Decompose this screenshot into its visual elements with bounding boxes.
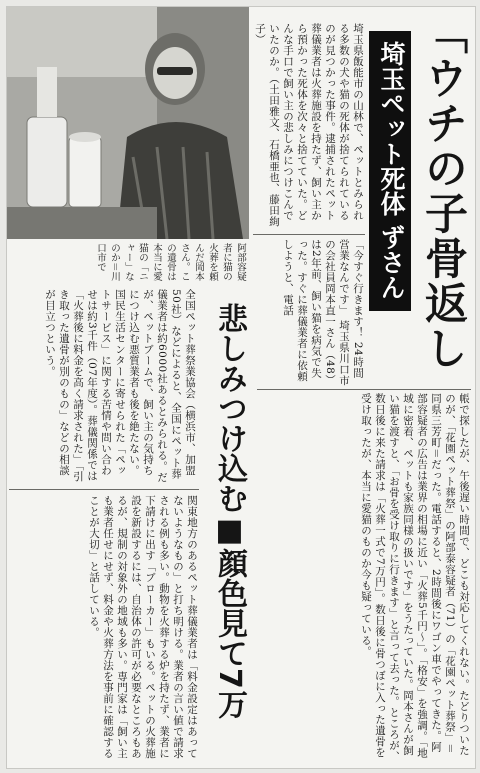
divider (257, 389, 471, 390)
news-photo (7, 7, 249, 239)
photo-caption: 阿部容疑者に猫の火葬を頼んだ岡本さん。この遺骨は本当に愛猫の「ニャー」なのか＝川口市で (95, 243, 246, 282)
main-headline: 「ウチの子骨返し (418, 11, 468, 371)
sub-headline: 埼玉ペット死体 ずさん (369, 31, 411, 311)
second-headline: 悲しみつけ込む■顔色見て7万 (212, 303, 247, 719)
article-column-left-lower: 関東地方のあるペット葬儀業者は「料金設定はあってないようなもの」と打ち明ける。業者の言い値で請求される例も多い。動物を火葬する炉を持たず、業者に下請けに出す「ブローカー」もいる。ペットの火葬施設を新設するには、自治体の許可が必要なところもあるが、規制の対象外の地域も多い。専門家は「飼い主も業者任せにせず、料金や火葬方法を事前に確認することが大切」と話している。 (88, 495, 198, 759)
article-column-right: 帳で探したが、午後遅い時間で、どこも対応してくれない。たどりついたのが、「花園ペット葬祭」の阿部泰容疑者（71）の「花園ペット葬祭」＝同県三芳町＝だった。電話すると、2時間後にワゴン車でやってきた。阿部容疑者の広告は業界の相場に近い「火葬5千円～」。「格安」を強調。「地域に密着、ペットも家族同様の扱いです」をうたっていた。岡本さんが飼い猫を渡すと、「お骨を受け取りに行きます」と言って去った。ところが、数日後に来た請求は「火葬一式で7万円」。数日後に骨つぼに入った遺骨を受け取ったが、本当に愛猫のものか今も疑っている。 (360, 393, 470, 762)
quote-paragraph: 「今すぐ行きます！ 24時間営業なんです」 埼玉県川口市の会社員岡本直一さん（48）は2年前、飼い猫を病気で失った。すぐに葬儀業者に依頼しようと、電話 (282, 239, 364, 386)
lead-paragraph: 埼玉県飯能市の山林で、ペットとみられる多数の犬や猫の死体が捨てられているのが見つかった事件。逮捕されたペット葬儀業者は火葬施設を持たず、飼い主から預かった死体を次々と捨てていた。どんな手口で飼い主の悲しみにつけこんでいたのか。（土田雅文、石橋亜也、藤田絢子） (254, 23, 364, 227)
article-column-left-upper: 全国ペット葬祭業協会（横浜市、加盟50社）などによると、全国にペット葬儀業者は約6000社あるとみられる。だが、ペットブームで、飼い主の気持ちにつけ込む悪質業者も後を絶たない。国民生活センターに寄せられた「ペットサービス」に関する苦情や問い合わせは約3千件（07年度）。葬儀関係では「火葬後に料金を高く請求された」「引き取った遺骨が別のもの」などの相談が目立つという。 (44, 289, 196, 483)
newspaper-clipping (6, 6, 476, 769)
divider (9, 489, 199, 490)
photo-illustration (7, 7, 249, 239)
divider (253, 234, 365, 235)
